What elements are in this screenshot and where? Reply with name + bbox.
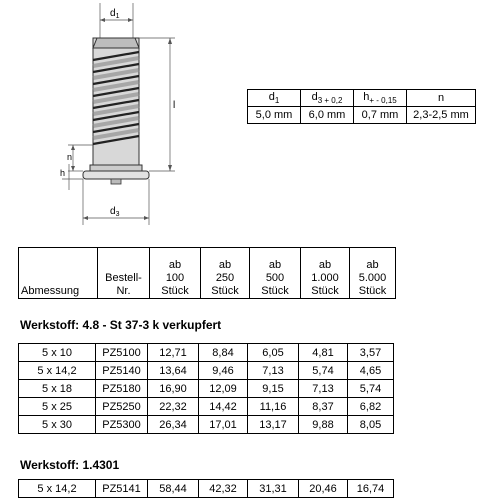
cell-price-250: 42,32 (199, 480, 248, 498)
price-header-table (18, 247, 396, 299)
cell-bestell-nr: PZ5140 (96, 362, 148, 380)
cell-price-250: 17,01 (199, 416, 248, 434)
cell-price-5000: 6,82 (348, 398, 394, 416)
cell-bestell-nr: PZ5100 (96, 344, 148, 362)
cell-price-500: 11,16 (248, 398, 299, 416)
cell-abmessung: 5 x 18 (19, 380, 96, 398)
l-label: l (173, 100, 176, 111)
material-2-table (18, 479, 394, 498)
table-row (19, 398, 394, 416)
spec-header-row (248, 90, 476, 107)
d3-label: $d_3$ (110, 206, 120, 218)
cell-price-100: 58,44 (148, 480, 199, 498)
header-qty-100: ab 100 Stück (150, 248, 201, 299)
material-1-table (18, 343, 394, 434)
cell-price-5000: 8,05 (348, 416, 394, 434)
spec-header-n: n (407, 90, 476, 107)
table-row (19, 362, 394, 380)
cell-price-500: 6,05 (248, 344, 299, 362)
header-bestell-nr: Bestell- Nr. (98, 248, 150, 299)
spec-value-d3: 6,0 mm (301, 107, 354, 124)
cell-bestell-nr: PZ5180 (96, 380, 148, 398)
spec-value-row (248, 107, 476, 124)
cell-abmessung: 5 x 10 (19, 344, 96, 362)
cell-price-500: 31,31 (248, 480, 299, 498)
spec-header-d1: $d_1$ (248, 90, 301, 107)
stud-technical-drawing (40, 0, 215, 230)
cell-price-250: 9,46 (199, 362, 248, 380)
cell-price-1000: 20,46 (299, 480, 348, 498)
spec-header-d3: $d_{3 + 0,2}$ (301, 90, 354, 107)
cell-price-100: 26,34 (148, 416, 199, 434)
table-row (19, 380, 394, 398)
cell-price-250: 12,09 (199, 380, 248, 398)
header-abmessung: Abmessung (19, 248, 98, 299)
cell-price-1000: 8,37 (299, 398, 348, 416)
cell-price-250: 14,42 (199, 398, 248, 416)
material-1-heading: Werkstoff: 4.8 - St 37-3 k verkupfert (20, 318, 222, 332)
cell-price-500: 13,17 (248, 416, 299, 434)
cell-abmessung: 5 x 14,2 (19, 362, 96, 380)
cell-price-100: 13,64 (148, 362, 199, 380)
cell-price-1000: 4,81 (299, 344, 348, 362)
cell-price-1000: 5,74 (299, 362, 348, 380)
cell-bestell-nr: PZ5141 (96, 480, 148, 498)
cell-abmessung: 5 x 25 (19, 398, 96, 416)
cell-price-100: 22,32 (148, 398, 199, 416)
cell-price-500: 9,15 (248, 380, 299, 398)
cell-price-500: 7,13 (248, 362, 299, 380)
header-qty-250: ab 250 Stück (201, 248, 250, 299)
spec-value-h: 0,7 mm (354, 107, 407, 124)
cell-price-5000: 5,74 (348, 380, 394, 398)
cell-price-250: 8,84 (199, 344, 248, 362)
cell-price-1000: 7,13 (299, 380, 348, 398)
n-label: n (67, 152, 73, 162)
cell-bestell-nr: PZ5300 (96, 416, 148, 434)
d1-label: $d_1$ (110, 8, 120, 20)
cell-abmessung: 5 x 30 (19, 416, 96, 434)
table-row (19, 344, 394, 362)
header-qty-500: ab 500 Stück (250, 248, 301, 299)
spec-header-h: $h_{+ - 0,15}$ (354, 90, 407, 107)
table-row (19, 416, 394, 434)
cell-price-100: 12,71 (148, 344, 199, 362)
spec-table (247, 89, 476, 124)
header-qty-5000: ab 5.000 Stück (350, 248, 396, 299)
spec-value-n: 2,3-2,5 mm (407, 107, 476, 124)
table-row (19, 480, 394, 498)
cell-bestell-nr: PZ5250 (96, 398, 148, 416)
cell-price-5000: 3,57 (348, 344, 394, 362)
cell-price-5000: 16,74 (348, 480, 394, 498)
spec-value-d1: 5,0 mm (248, 107, 301, 124)
cell-price-5000: 4,65 (348, 362, 394, 380)
header-qty-1000: ab 1.000 Stück (301, 248, 350, 299)
h-label: h (60, 168, 66, 178)
material-2-heading: Werkstoff: 1.4301 (20, 458, 120, 472)
cell-abmessung: 5 x 14,2 (19, 480, 96, 498)
price-header-row (19, 248, 396, 299)
cell-price-100: 16,90 (148, 380, 199, 398)
cell-price-1000: 9,88 (299, 416, 348, 434)
